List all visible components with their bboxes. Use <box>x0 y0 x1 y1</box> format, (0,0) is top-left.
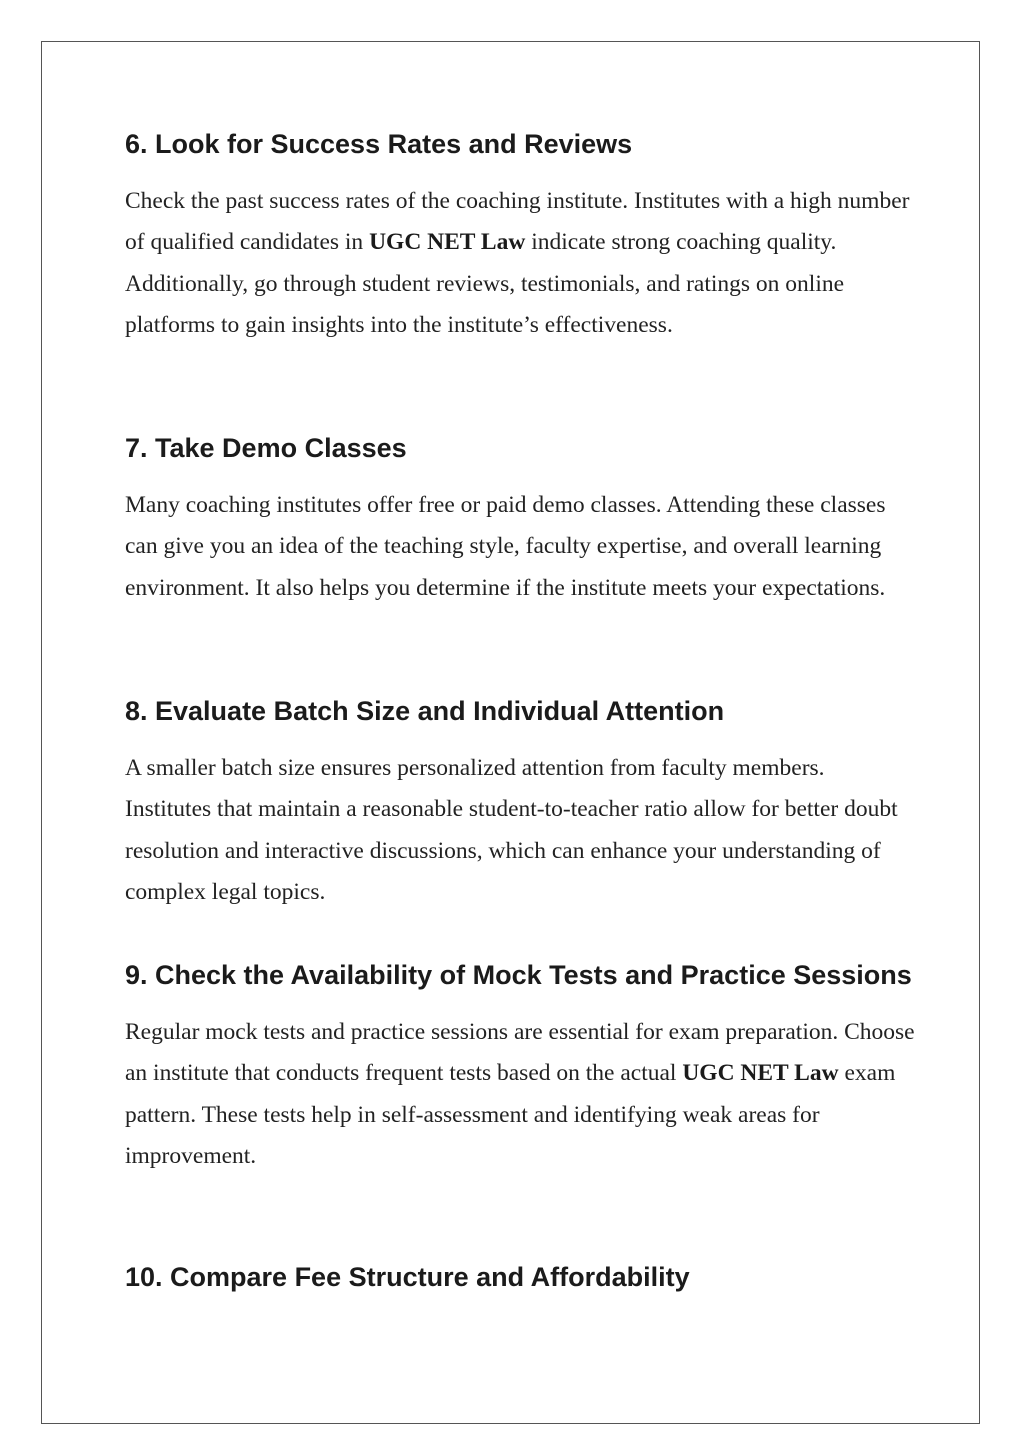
section-6 <box>125 125 915 346</box>
section-heading: 9. Check the Availability of Mock Tests and Practice Sessions <box>125 960 912 990</box>
section-paragraph <box>125 181 915 346</box>
section-heading: 8. Evaluate Batch Size and Individual Attention <box>125 696 725 726</box>
section-10 <box>125 1258 915 1296</box>
section-9 <box>125 956 915 1177</box>
page-frame <box>41 41 980 1424</box>
section-paragraph <box>125 1012 915 1177</box>
section-7 <box>125 429 915 609</box>
paragraph-text: Regular mock tests and practice sessions are essential for exam preparation. Choose an institute that conducts frequent tests based on the actual <box>125 1019 915 1087</box>
section-paragraph <box>125 485 915 609</box>
section-heading: 10. Compare Fee Structure and Affordability <box>125 1262 690 1292</box>
section-heading: 6. Look for Success Rates and Reviews <box>125 129 633 159</box>
bold-term: UGC NET Law <box>682 1060 839 1087</box>
paragraph-text: A smaller batch size ensures personalized attention from faculty members. Institutes that maintain a reasonable student-to-teacher ratio allow for better doubt resolution and interactive discussions, which can enhance your understanding of complex legal topics. <box>125 755 898 905</box>
section-heading: 7. Take Demo Classes <box>125 433 407 463</box>
section-paragraph <box>125 748 915 913</box>
paragraph-text: indicate strong coaching quality. Additionally, go through student reviews, testimonials, and ratings on online platforms to gain insights into the institute’s effectiveness. <box>125 229 845 338</box>
bold-term: UGC NET Law <box>369 229 526 256</box>
paragraph-text: Check the past success rates of the coaching institute. Institutes with a high number of qualified candidates in <box>125 188 910 256</box>
section-8 <box>125 692 915 913</box>
paragraph-text: exam pattern. These tests help in self-assessment and identifying weak areas for improvement. <box>125 1060 896 1169</box>
paragraph-text: Many coaching institutes offer free or paid demo classes. Attending these classes can give you an idea of the teaching style, faculty expertise, and overall learning environment. It also helps you determine if the institute meets your expectations. <box>125 492 886 601</box>
